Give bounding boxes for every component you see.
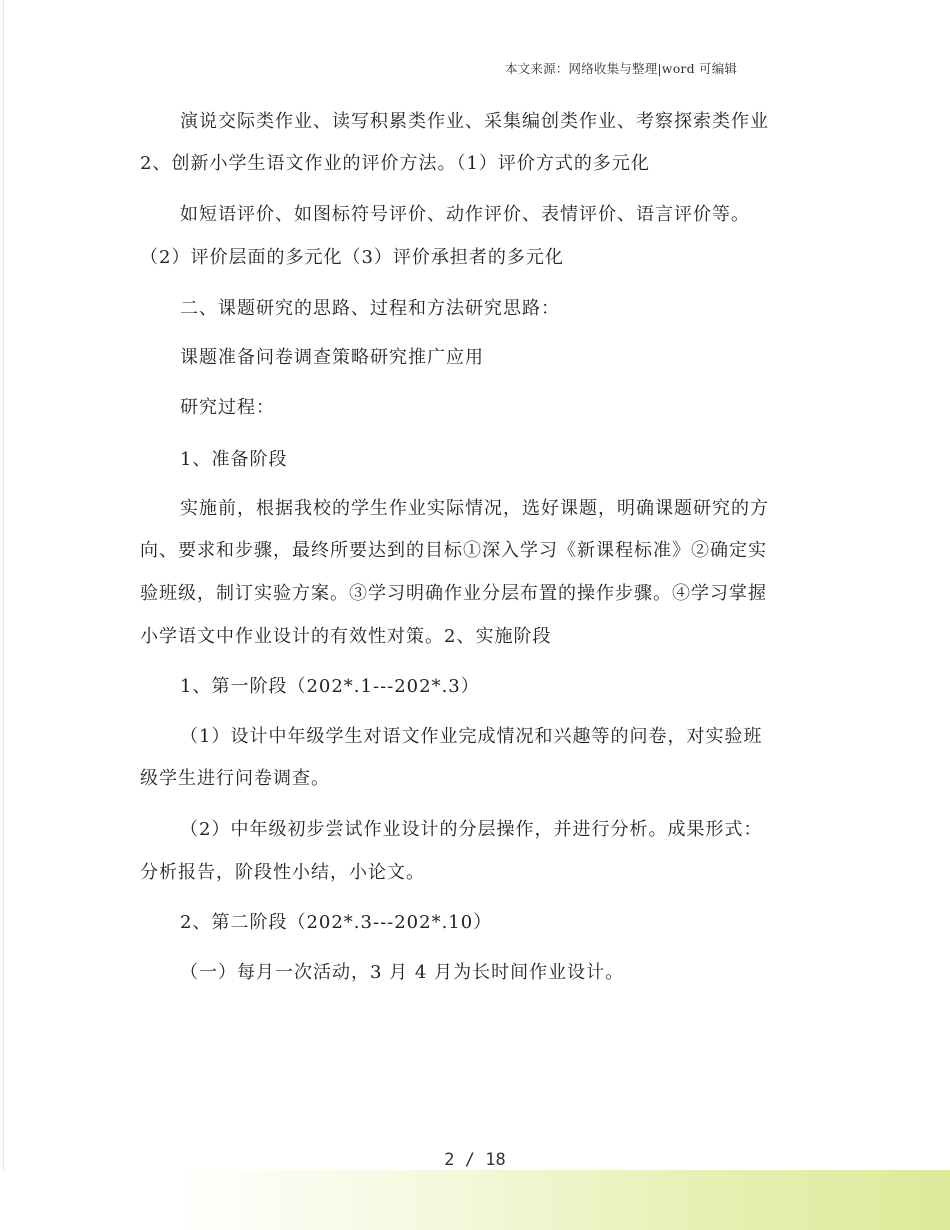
paragraph-line: （2）评价层面的多元化（3）评价承担者的多元化 [140,247,564,268]
paragraph-line: 2、第二阶段（202*.3---202*.10） [180,912,493,933]
paragraph-line: 二、课题研究的思路、过程和方法研究思路： [180,298,560,319]
paragraph-line: （一）每月一次活动，3 月 4 月为长时间作业设计。 [180,962,625,983]
paragraph-line: （2）中年级初步尝试作业设计的分层操作，并进行分析。成果形式： [180,819,763,840]
source-note: 本文来源：网络收集与整理|word 可编辑 [505,61,738,76]
paragraph-line: 课题准备问卷调查策略研究推广应用 [180,347,484,368]
paragraph-line: 2、创新小学生语文作业的评价方法。（1）评价方式的多元化 [140,153,650,174]
paragraph-line: 如短语评价、如图标符号评价、动作评价、表情评价、语言评价等。 [180,204,750,225]
paragraph-line: 实施前，根据我校的学生作业实际情况，选好课题，明确课题研究的方 [180,498,769,519]
paragraph-line: （1）设计中年级学生对语文作业完成情况和兴趣等的问卷，对实验班 [180,726,763,747]
footer-decoration [0,1170,950,1230]
page-number: 2 / 18 [444,1150,506,1170]
paragraph-line: 分析报告，阶段性小结，小论文。 [140,862,425,883]
paragraph-line: 向、要求和步骤，最终所要达到的目标①深入学习《新课程标准》②确定实 [140,540,767,561]
paragraph-line: 1、第一阶段（202*.1---202*.3） [180,676,480,697]
paragraph-line: 验班级，制订实验方案。③学习明确作业分层布置的操作步骤。④学习掌握 [140,583,767,604]
paragraph-line: 1、准备阶段 [180,449,288,470]
paragraph-line: 演说交际类作业、读写积累类作业、采集编创类作业、考察探索类作业 [180,111,769,132]
paragraph-line: 小学语文中作业设计的有效性对策。2、实施阶段 [140,626,552,647]
paragraph-line: 级学生进行问卷调查。 [140,768,330,789]
page-left-border [3,0,4,1230]
paragraph-line: 研究过程： [180,397,275,418]
